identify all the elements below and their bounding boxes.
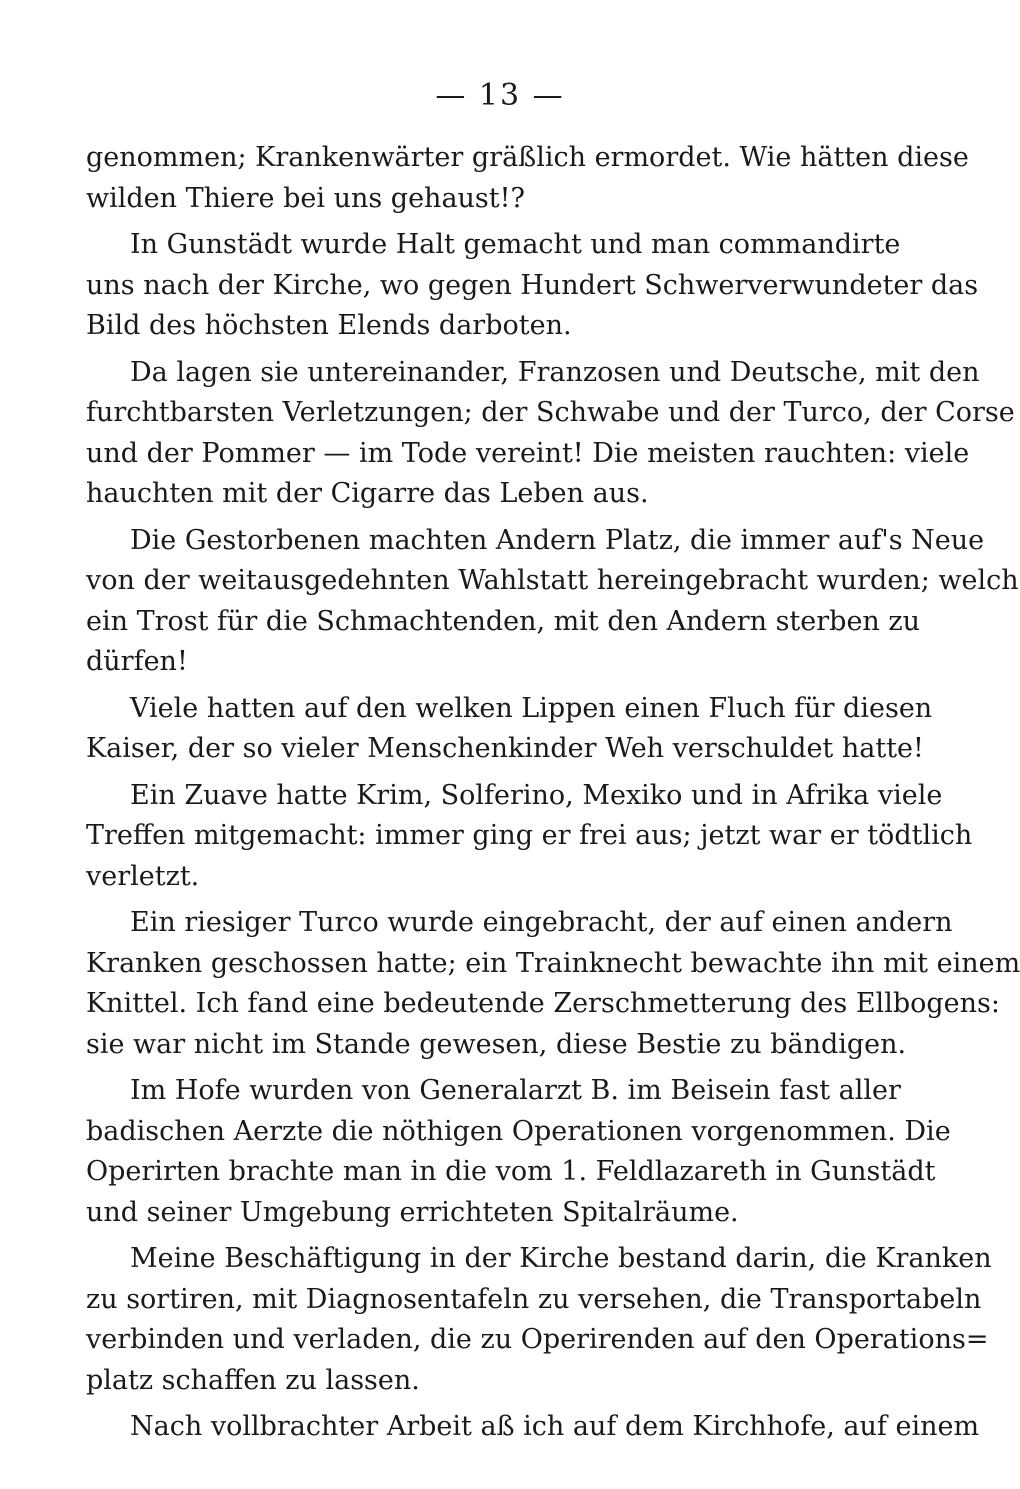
text-line: Treffen mitgemacht: immer ging er frei aus; jetzt war er tödtlich — [86, 820, 973, 851]
text-line: ein Trost für die Schmachtenden, mit den Andern sterben zu — [86, 605, 921, 637]
text-line: badischen Aerzte die nöthigen Operationen vorgenommen. Die — [86, 1115, 951, 1147]
text-line: hauchten mit der Cigarre das Leben aus. — [86, 478, 649, 509]
text-line: Viele hatten auf den welken Lippen einen Fluch für diesen — [130, 692, 933, 724]
text-line: genommen; Krankenwärter gräßlich ermordet. Wie hätten diese — [86, 142, 969, 173]
text-line: Ein Zuave hatte Krim, Solferino, Mexiko und in Afrika viele — [130, 779, 943, 811]
text-line: Im Hofe wurden von Generalarzt B. im Beisein fast aller — [130, 1075, 901, 1106]
paragraph — [86, 689, 933, 770]
text-line: zu sortiren, mit Diagnosentafeln zu versehen, die Transportabeln — [86, 1283, 982, 1315]
paragraph — [86, 776, 973, 898]
paragraph — [86, 903, 1020, 1065]
text-line: wilden Thiere bei uns gehaust!? — [86, 182, 525, 214]
text-line: Meine Beschäftigung in der Kirche bestand darin, die Kranken — [130, 1243, 992, 1274]
text-line: Bild des höchsten Elends darboten. — [86, 310, 572, 341]
text-line: sie war nicht im Stande gewesen, diese Bestie zu bändigen. — [86, 1028, 907, 1060]
paragraph — [86, 521, 1019, 683]
paragraph — [86, 138, 969, 219]
text-line: platz schaffen zu lassen. — [86, 1364, 420, 1396]
text-line: von der weitausgedehnten Wahlstatt hereingebracht wurden; welch — [86, 565, 1019, 596]
text-line: dürfen! — [86, 646, 188, 677]
page-number: — 13 — — [435, 78, 565, 113]
text-line: Da lagen sie untereinander, Franzosen und Deutsche, mit den — [130, 356, 980, 388]
body-text — [86, 138, 1020, 1448]
text-line: verbinden und verladen, die zu Operirenden auf den Operations= — [86, 1324, 989, 1355]
text-line: verletzt. — [86, 860, 200, 892]
paragraph — [86, 1407, 980, 1448]
text-line: und seiner Umgebung errichteten Spitalräume. — [86, 1196, 739, 1228]
text-line: Kaiser, der so vieler Menschenkinder Weh verschuldet hatte! — [86, 733, 924, 764]
paragraph — [86, 1239, 992, 1401]
text-line: Nach vollbrachter Arbeit aß ich auf dem Kirchhofe, auf einem — [130, 1411, 980, 1442]
text-line: und der Pommer — im Tode vereint! Die meisten rauchten: viele — [86, 437, 970, 469]
text-line: Operirten brachte man in die vom 1. Feldlazareth in Gunstädt — [86, 1156, 936, 1187]
text-line: furchtbarsten Verletzungen; der Schwabe und der Turco, der Corse — [86, 397, 1015, 428]
text-line: Die Gestorbenen machten Andern Platz, die immer auf's Neue — [130, 524, 985, 556]
text-line: In Gunstädt wurde Halt gemacht und man commandirte — [130, 229, 901, 260]
text-line: Ein riesiger Turco wurde eingebracht, der auf einen andern — [130, 907, 953, 938]
text-line: Kranken geschossen hatte; ein Trainknecht bewachte ihn mit einem — [86, 947, 1020, 979]
paragraph — [86, 1071, 951, 1233]
paragraph — [86, 225, 979, 347]
text-line: Knittel. Ich fand eine bedeutende Zerschmetterung des Ellbogens: — [86, 988, 1000, 1019]
paragraph — [86, 353, 1015, 515]
text-line: uns nach der Kirche, wo gegen Hundert Schwerverwundeter das — [86, 269, 979, 301]
